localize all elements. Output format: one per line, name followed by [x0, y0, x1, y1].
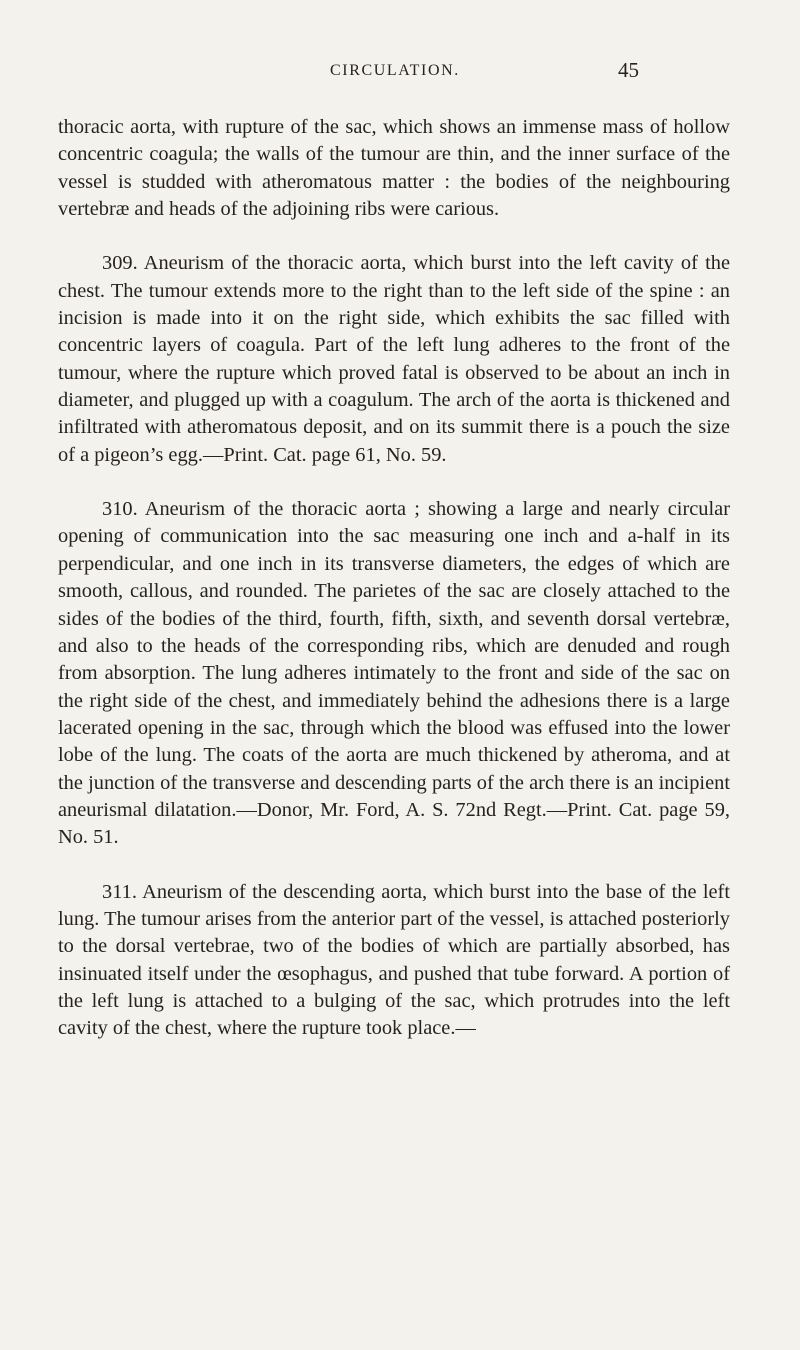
page-number: 45 — [618, 58, 639, 82]
body-text — [58, 114, 730, 1070]
paragraph-310: 310. Aneurism of the thoracic aorta ; showing a large and nearly circular opening of communication into the sac measuring one inch and a-half in its perpendicular, and one inch in its transverse diameters, the edges of which are smooth, callous, and rounded. The parietes of the sac are closely attached to the sides of the bodies of the third, fourth, fifth, sixth, and seventh dorsal vertebræ, and also to the heads of the corresponding ribs, which are denuded and rough from absorption. The lung adheres intimately to the front and side of the sac on the right side of the chest, and immediately behind the adhesions there is a large lacerated opening in the sac, through which the blood was effused into the lower lobe of the lung. The coats of the aorta are much thickened by atheroma, and at the junction of the transverse and descending parts of the arch there is an incipient aneurismal dilatation.—Donor, Mr. Ford, A. S. 72nd Regt.—Print. Cat. page 59, No. 51. — [58, 498, 730, 849]
paragraph-311: 311. Aneurism of the descending aorta, which burst into the base of the left lung. The tumour arises from the anterior part of the vessel, is attached posteriorly to the dorsal vertebrae, two of the bodies of which are partially absorbed, has insinuated itself under the œsophagus, and pushed that tube forward. A portion of the left lung is attached to a bulging of the sac, which protrudes into the left cavity of the chest, where the rupture took place.— — [58, 880, 730, 1040]
running-header — [0, 58, 800, 86]
section-title: CIRCULATION. — [330, 62, 460, 79]
paragraph-continued: thoracic aorta, with rupture of the sac, which shows an immense mass of hollow concentric coagula; the walls of the tumour are thin, and the inner surface of the vessel is studded with atheromatous matter : the bodies of the neighbouring vertebræ and heads of the adjoining ribs were carious. — [58, 116, 730, 221]
paragraph-309: 309. Aneurism of the thoracic aorta, which burst into the left cavity of the chest. The tumour extends more to the right than to the left side of the spine : an incision is made into it on the right side, which exhibits the sac filled with concentric layers of coagula. Part of the left lung adheres to the front of the tumour, where the rupture which proved fatal is observed to be about an inch in diameter, and plugged up with a coagulum. The arch of the aorta is thickened and infiltrated with atheromatous deposit, and on its summit there is a pouch the size of a pigeon’s egg.—Print. Cat. page 61, No. 59. — [58, 252, 730, 466]
